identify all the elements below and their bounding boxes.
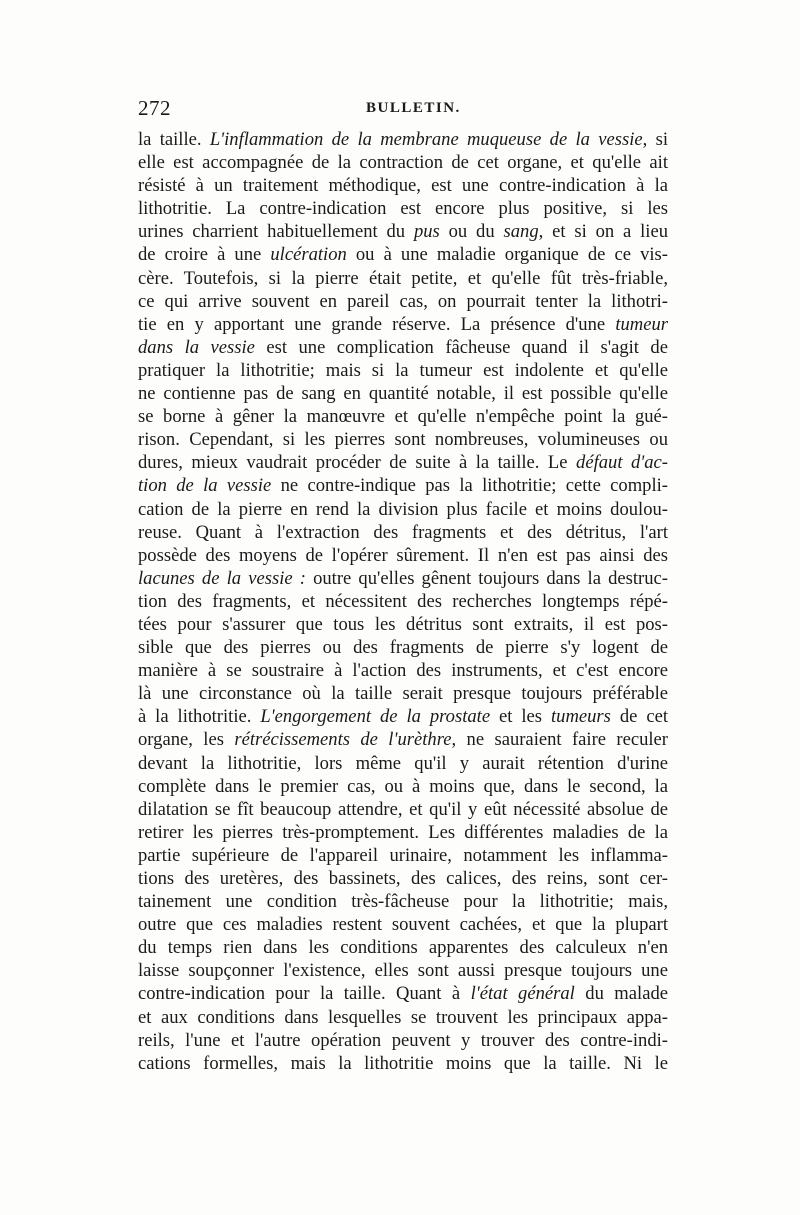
text-line (138, 1029, 668, 1052)
text-run: possède des moyens de l'opérer sûrement. Il n'en est pas ainsi des (138, 544, 668, 566)
text-line (138, 682, 668, 705)
text-run: de cet (610, 706, 668, 728)
text-run: de croire à une (138, 244, 271, 266)
italic-phrase: dans la vessie (138, 336, 255, 358)
text-line (138, 382, 668, 405)
italic-phrase: tion de la vessie (138, 475, 272, 497)
text-line (138, 1006, 668, 1029)
text-line (138, 844, 668, 867)
text-line (138, 913, 668, 936)
text-line (138, 243, 668, 266)
text-run: complète dans le premier cas, ou à moins que, dans le second, la (138, 775, 668, 797)
text-line (138, 959, 668, 982)
text-run: cère. Toutefois, si la pierre était petite, et qu'elle fût très-friable, (138, 267, 668, 289)
text-run: à la lithotritie. (138, 706, 261, 728)
text-line (138, 982, 668, 1005)
text-line (138, 544, 668, 567)
text-run: ou à une maladie organique de ce vis- (346, 244, 668, 266)
text-line (138, 174, 668, 197)
text-run: , si (642, 129, 668, 150)
text-line (138, 197, 668, 220)
text-run: et aux conditions dans lesquelles se trouvent les principaux appa- (138, 1006, 668, 1028)
text-run: ou du (439, 221, 504, 243)
page-header (138, 96, 668, 122)
text-line (138, 151, 668, 174)
text-line (138, 775, 668, 798)
text-run: rison. Cependant, si les pierres sont nombreuses, volumineuses ou (138, 429, 668, 451)
italic-phrase: sang (503, 221, 539, 243)
text-run: tainement une condition très-fâcheuse pour la lithotritie; mais, (138, 891, 668, 913)
text-run: devant la lithotritie, lors même qu'il y aurait rétention d'urine (138, 752, 668, 774)
text-line (138, 798, 668, 821)
text-line (138, 890, 668, 913)
italic-phrase: pus (413, 221, 440, 243)
text-run: est une complication fâcheuse quand il s'agit de (254, 336, 668, 358)
page-number: 272 (138, 96, 171, 120)
text-run: et les (490, 706, 551, 728)
text-run: tion des fragments, et nécessitent des recherches longtemps répé- (138, 590, 668, 612)
italic-phrase: l'état général (470, 983, 575, 1005)
text-run: se borne à gêner la manœuvre et qu'elle n'empêche point la gué- (138, 406, 668, 428)
italic-phrase: rétrécissements de l'urèthre (234, 729, 452, 751)
text-run: organe, les (138, 729, 235, 751)
text-line (138, 451, 668, 474)
text-run: urines charrient habituellement du (138, 221, 414, 243)
italic-phrase: défaut d'ac- (576, 452, 668, 474)
text-line (138, 220, 668, 243)
text-line (138, 867, 668, 890)
text-run: résisté à un traitement méthodique, est une contre-indication à la (138, 175, 668, 197)
text-run: , ne sauraient faire reculer (451, 729, 668, 751)
text-run: cations formelles, mais la lithotritie moins que la taille. Ni le (138, 1052, 668, 1074)
text-line (138, 659, 668, 682)
text-run: du malade (574, 983, 668, 1005)
text-run: dilatation se fît beaucoup attendre, et qu'il y eût nécessité absolue de (138, 798, 668, 820)
text-line (138, 474, 668, 497)
italic-phrase: ulcération (270, 244, 347, 266)
text-run: lithotritie. La contre-indication est encore plus positive, si les (138, 198, 668, 220)
text-run: sible que des pierres ou des fragments de pierre s'y logent de (138, 637, 668, 659)
text-run: pratiquer la lithotritie; mais si la tumeur est indolente et qu'elle (138, 359, 668, 381)
italic-phrase: lacunes de la vessie : (138, 567, 306, 589)
text-line (138, 128, 668, 151)
text-line (138, 705, 668, 728)
text-run: partie supérieure de l'appareil urinaire, notamment les inflamma- (138, 844, 668, 866)
text-run: cation de la pierre en rend la division plus facile et moins doulou- (138, 498, 668, 520)
text-run: , et si on a lieu (538, 221, 668, 243)
text-line (138, 1052, 668, 1075)
text-line (138, 613, 668, 636)
text-line (138, 428, 668, 451)
text-run: laisse soupçonner l'existence, elles sont aussi presque toujours une (138, 960, 668, 982)
body-text (138, 128, 668, 1075)
text-run: retirer les pierres très-promptement. Les différentes maladies de la (138, 821, 668, 843)
text-line (138, 359, 668, 382)
text-run: elle est accompagnée de la contraction de cet organe, et qu'elle ait (138, 152, 668, 174)
text-run: tie en y apportant une grande réserve. La présence d'une (138, 313, 616, 335)
text-line (138, 498, 668, 521)
text-line (138, 821, 668, 844)
text-line (138, 936, 668, 959)
text-run: outre qu'elles gênent toujours dans la destruc- (305, 567, 668, 589)
text-run: du temps rien dans les conditions apparentes des calculeux n'en (138, 937, 668, 959)
text-line (138, 336, 668, 359)
text-run: ne contre-indique pas la lithotritie; cette compli- (271, 475, 668, 497)
text-run: ce qui arrive souvent en pareil cas, on pourrait tenter la lithotri- (138, 290, 668, 312)
text-run: reuse. Quant à l'extraction des fragments et des détritus, l'art (138, 521, 668, 543)
text-line (138, 567, 668, 590)
text-run: outre que ces maladies restent souvent cachées, et que la plupart (138, 914, 668, 936)
text-run: dures, mieux vaudrait procéder de suite à la taille. Le (138, 452, 577, 474)
text-line (138, 313, 668, 336)
text-line (138, 636, 668, 659)
text-run: reils, l'une et l'autre opération peuvent y trouver des contre-indi- (138, 1029, 668, 1051)
italic-phrase: tumeur (615, 313, 668, 335)
text-run: tions des uretères, des bassinets, des calices, des reins, sont cer- (138, 868, 668, 889)
italic-phrase: L'inflammation de la membrane muqueuse de la vessie (209, 129, 643, 150)
text-run: là une circonstance où la taille serait presque toujours préférable (138, 683, 668, 705)
text-run: la taille. (138, 129, 210, 150)
text-line (138, 728, 668, 751)
text-run: tées pour s'assurer que tous les détritus sont extraits, il est pos- (138, 613, 668, 635)
text-line (138, 521, 668, 544)
italic-phrase: tumeurs (550, 706, 611, 728)
text-line (138, 752, 668, 775)
running-head: BULLETIN. (366, 100, 461, 116)
text-run: contre-indication pour la taille. Quant à (138, 983, 471, 1005)
text-line (138, 405, 668, 428)
text-line (138, 290, 668, 313)
text-line (138, 590, 668, 613)
italic-phrase: L'engorgement de la prostate (260, 706, 491, 728)
text-run: manière à se soustraire à l'action des instruments, et c'est encore (138, 660, 668, 682)
text-run: ne contienne pas de sang en quantité notable, il est possible qu'elle (138, 383, 668, 405)
text-line (138, 267, 668, 290)
